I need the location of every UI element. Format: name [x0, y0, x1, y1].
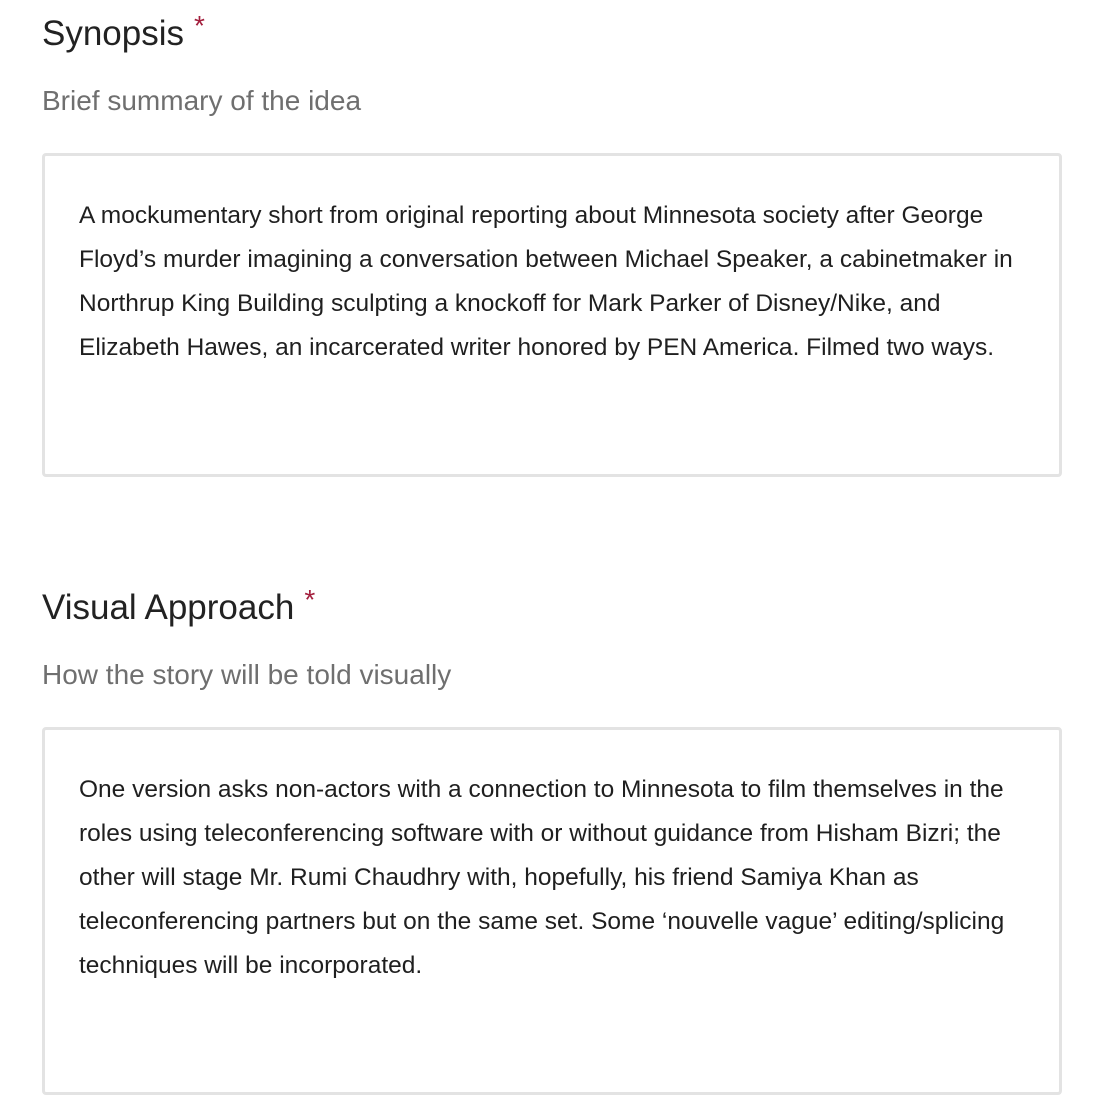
visual-approach-answer-textarea[interactable]: One version asks non-actors with a connection to Minnesota to film themselves in the roles using teleconferencing software with or without guidance from Hisham Bizri; the other will stage Mr. Rumi Chaudhry with, hopefully, his friend Samiya Khan as teleconferencing partners but on the same set. Some ‘nouvelle vague’ editing/splicing techniques will be incorporated.	[42, 727, 1062, 1095]
synopsis-field-title	[42, 6, 205, 54]
visual-approach-field-description: How the story will be told visually	[42, 659, 452, 690]
visual-approach-title-text: Visual Approach	[42, 588, 295, 627]
visual-approach-required-asterisk: *	[304, 584, 316, 615]
synopsis-answer-textarea[interactable]: A mockumentary short from original reporting about Minnesota society after George Floyd’s murder imagining a conversation between Michael Speaker, a cabinetmaker in Northrup King Building sculpting a knockoff for Mark Parker of Disney/Nike, and Elizabeth Hawes, an incarcerated writer honored by PEN America. Filmed two ways.	[42, 153, 1062, 477]
synopsis-field-description: Brief summary of the idea	[42, 85, 362, 116]
synopsis-title-text: Synopsis	[42, 14, 185, 53]
visual-approach-field-title	[42, 580, 315, 628]
synopsis-required-asterisk: *	[194, 10, 205, 41]
